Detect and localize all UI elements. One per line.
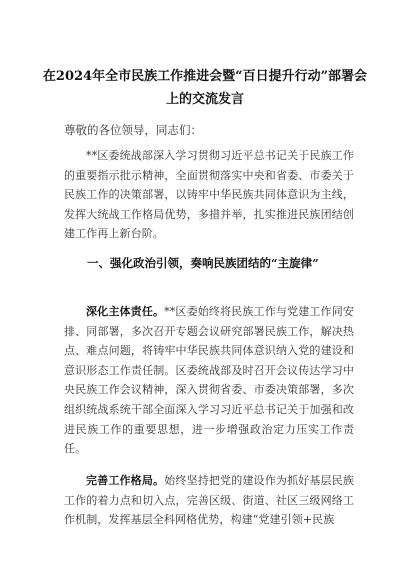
section-heading-1: 一、强化政治引领，奏响民族团结的“主旋律”	[87, 256, 319, 270]
paragraph-body-text: **区委始终将民族工作与党建工作同安排、同部署，多次召开专题会议研究部署民族工作，解决热点、难点问题，将铸牢中华民族共同体意识纳入党的建设和意识形态工作责任制。区委统战部及时召开会议传达学习中央民族工作会议精神，深入贯彻省委、市委决策部署，多次组织统战系统干部全面深入学习习近平总书记关于加强和改进民族工作的重要思想，进一步增强政治定力压实工作责任。	[64, 305, 354, 456]
paragraph-improve-structure	[64, 471, 354, 530]
paragraph-lead-text: 完善工作格局。	[86, 474, 165, 487]
intro-paragraph: **区委统战部深入学习贯彻习近平总书记关于民族工作的重要指示批示精神，全面贯彻落实中央和省委、市委关于民族工作的决策部署，以铸牢中华民族共同体意识为主线，发挥大统战工作格局优势，多措并举，扎实推进民族团结创建工作再上新台阶。	[64, 149, 354, 241]
paragraph-lead-text: 深化主体责任。	[86, 305, 165, 318]
paragraph-deepen-responsibility	[64, 302, 354, 459]
paragraph-body-text: 始终坚持把党的建设作为抓好基层民族工作的着力点和切入点，完善区级、街道、社区三级网络工作机制，发挥基层全科网格优势，构建“党建引领+民族	[64, 474, 354, 527]
salutation: 尊敬的各位领导，同志们：	[64, 123, 202, 137]
document-title: 在2024年全市民族工作推进会暨“百日提升行动”部署会上的交流发言	[42, 69, 368, 107]
